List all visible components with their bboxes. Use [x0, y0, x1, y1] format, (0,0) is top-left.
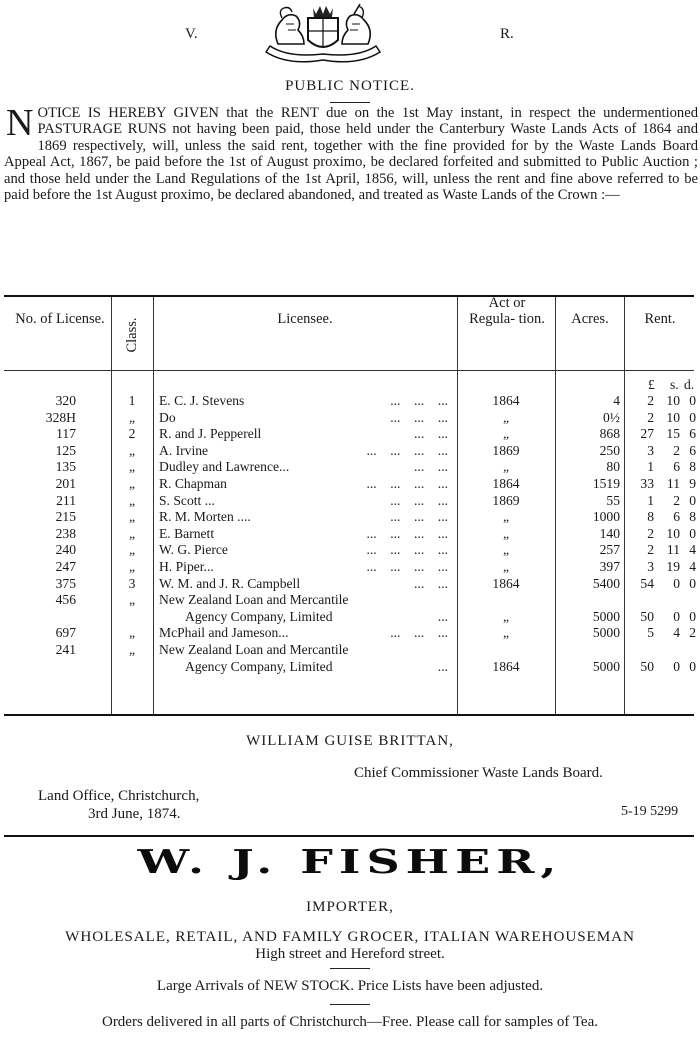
advert-brand: W. J. FISHER,: [137, 842, 563, 881]
cell-rent-pence: 8: [689, 459, 696, 475]
cell-licensee: Dudley and Lawrence...: [159, 459, 290, 475]
cell-class: „: [128, 642, 136, 657]
cell-act: „: [502, 525, 510, 541]
cell-rent-shillings: 11: [666, 476, 680, 491]
cell-acres: 4: [613, 393, 620, 408]
cell-class: „: [128, 592, 136, 608]
cell-class: „: [128, 625, 136, 641]
cell-license-no: 456: [55, 592, 76, 608]
cell-rent-pounds: 33: [640, 476, 654, 491]
cell-act: „: [502, 409, 510, 425]
cell-leader-dots: ...: [437, 658, 448, 674]
notice-body: [4, 102, 698, 204]
cell-rent-pounds: 2: [647, 542, 654, 558]
cell-license-no: 135: [55, 459, 76, 475]
cell-rent-pounds: 5: [647, 625, 654, 641]
cell-licensee: Agency Company, Limited: [185, 608, 333, 624]
header-divider: [4, 370, 694, 371]
cell-rent-pounds: 2: [647, 525, 654, 541]
header-no-of-license: No. of License.: [15, 311, 105, 327]
cell-class: „: [128, 459, 136, 475]
cell-license-no: 117: [56, 426, 76, 442]
cell-rent-pounds: 50: [640, 658, 654, 674]
cell-class: „: [128, 542, 136, 558]
cell-acres: 868: [599, 426, 620, 442]
cell-class: „: [128, 509, 136, 525]
cell-leader-dots: ... ...: [414, 575, 448, 591]
cell-licensee: R. M. Morten ....: [159, 509, 251, 525]
cell-acres: 257: [599, 542, 620, 558]
cell-rent-shillings: 2: [673, 442, 680, 458]
cell-acres: 1519: [592, 476, 620, 491]
cell-license-no: 240: [55, 542, 76, 558]
rent-unit-pounds: £: [648, 377, 655, 392]
cell-leader-dots: ... ... ...: [390, 625, 448, 641]
cell-leader-dots: ... ... ...: [390, 393, 448, 408]
cell-acres: 5000: [592, 658, 620, 674]
notice-dropcap: N: [6, 102, 34, 144]
cell-acres: 1000: [592, 509, 620, 525]
header-letter-v: V.: [185, 26, 198, 42]
cell-licensee: McPhail and Jameson...: [159, 625, 289, 641]
cell-rent-shillings: 10: [666, 393, 680, 408]
cell-leader-dots: ... ...: [414, 426, 448, 442]
cell-acres: 5400: [592, 575, 620, 591]
cell-license-no: 375: [55, 575, 76, 591]
cell-license-no: 215: [55, 509, 76, 525]
cell-licensee: A. Irvine: [159, 442, 209, 458]
cell-acres: 0½: [603, 409, 620, 425]
cell-rent-pence: 9: [689, 476, 696, 491]
cell-act: 1864: [492, 575, 520, 591]
cell-rent-shillings: 10: [666, 409, 680, 425]
cell-act: „: [502, 542, 510, 558]
cell-leader-dots: ... ...: [414, 459, 448, 475]
cell-rent-pence: 2: [689, 625, 696, 641]
cell-class: „: [128, 476, 136, 491]
cell-licensee: W. M. and J. R. Campbell: [159, 575, 301, 591]
cell-rent-pounds: 2: [647, 393, 654, 408]
cell-rent-shillings: 4: [673, 625, 680, 641]
cell-class: „: [128, 442, 136, 458]
cell-class: „: [128, 409, 136, 425]
cell-rent-pence: 6: [689, 442, 696, 458]
cell-rent-pence: 6: [689, 426, 696, 442]
rent-unit-shillings: s.: [670, 377, 679, 392]
cell-rent-pounds: 50: [640, 608, 654, 624]
cell-license-no: 697: [55, 625, 76, 641]
cell-leader-dots: ... ... ... ...: [366, 476, 448, 491]
cell-act: 1869: [492, 492, 520, 508]
header-act-or-regulation: Act or Regula- tion.: [469, 295, 545, 327]
cell-acres: 80: [606, 459, 620, 475]
cell-leader-dots: ... ... ...: [390, 409, 448, 425]
header-acres: Acres.: [571, 311, 609, 327]
cell-license-no: 241: [55, 642, 76, 657]
cell-rent-pence: 4: [689, 542, 696, 558]
cell-acres: 5000: [592, 625, 620, 641]
cell-licensee: R. Chapman: [159, 476, 227, 491]
cell-rent-shillings: 0: [673, 575, 680, 591]
cell-licensee: S. Scott ...: [159, 492, 215, 508]
cell-act: „: [502, 559, 510, 574]
cell-license-no: 238: [55, 525, 76, 541]
cell-rent-pence: 0: [689, 492, 696, 508]
cell-acres: 5000: [592, 608, 620, 624]
cell-act: 1864: [492, 658, 520, 674]
cell-rent-shillings: 0: [673, 658, 680, 674]
cell-class: 1: [128, 393, 136, 408]
cell-leader-dots: ... ... ... ...: [366, 542, 448, 558]
cell-acres: 397: [599, 559, 620, 574]
cell-class: „: [128, 559, 136, 574]
cell-leader-dots: ...: [437, 608, 448, 624]
header-rent: Rent.: [644, 311, 676, 327]
cell-rent-shillings: 19: [666, 559, 680, 574]
cell-leader-dots: ... ... ...: [390, 492, 448, 508]
cell-rent-pounds: 3: [647, 559, 654, 574]
cell-rent-shillings: 0: [673, 608, 680, 624]
cell-license-no: 320: [55, 393, 76, 408]
title-rule: [330, 102, 370, 103]
header-licensee: Licensee.: [277, 311, 333, 327]
header-class: Class.: [124, 317, 140, 353]
cell-class: „: [128, 525, 136, 541]
advert-rule: [330, 1004, 370, 1005]
notice-text: OTICE IS HEREBY GIVEN that the RENT due on the 1st May instant, in respect the undermentioned PASTURAGE RUNS not having been paid, those held under the Canterbury Waste Lands Acts of 1864 and 1869 respectively, will, unless the said rent, together with the fine provided for by the Waste Lands Board Appeal Act, 1867, be paid before the 1st of August proximo, be declared forfeited and submitted to Public Auction ; and those held under the Land Regulations of the 1st April, 1856, will, unless the rent and fine above referred to be paid before the 1st August proximo, be declared abandoned, and treated as Waste Lands of the Crown :—: [4, 105, 698, 204]
cell-act: 1864: [492, 476, 520, 491]
cell-act: „: [502, 608, 510, 624]
cell-rent-shillings: 2: [673, 492, 680, 508]
cell-rent-pounds: 54: [640, 575, 654, 591]
advert-orders: Orders delivered in all parts of Christchurch—Free. Please call for samples of Tea.: [101, 1014, 598, 1030]
cell-licensee: New Zealand Loan and Mercantile: [159, 642, 349, 657]
cell-rent-pounds: 27: [640, 426, 654, 442]
advert-importer: IMPORTER,: [306, 899, 394, 915]
office-location: Land Office, Christchurch,: [38, 788, 200, 804]
cell-acres: 140: [599, 525, 620, 541]
cell-act: „: [502, 509, 510, 525]
cell-class: „: [128, 492, 136, 508]
cell-act: 1869: [492, 442, 520, 458]
cell-class: 3: [128, 575, 136, 591]
cell-act: „: [502, 625, 510, 641]
cell-rent-pounds: 3: [647, 442, 654, 458]
cell-rent-pence: 0: [689, 608, 696, 624]
advert-address: High street and Hereford street.: [255, 946, 445, 962]
cell-act: „: [502, 459, 510, 475]
cell-license-no: 125: [55, 442, 76, 458]
cell-acres: 250: [599, 442, 620, 458]
reference-number: 5-19 5299: [621, 804, 679, 819]
advert-rule: [330, 968, 370, 969]
advert-arrivals: Large Arrivals of NEW STOCK. Price Lists have been adjusted.: [156, 978, 544, 994]
license-table: [4, 295, 694, 716]
notice-date: 3rd June, 1874.: [88, 806, 181, 822]
cell-leader-dots: ... ... ...: [390, 509, 448, 525]
cell-rent-pounds: 8: [647, 509, 654, 525]
cell-rent-shillings: 6: [673, 459, 680, 475]
cell-rent-pence: 0: [689, 393, 696, 408]
col-divider: [153, 297, 154, 714]
cell-leader-dots: ... ... ... ...: [366, 525, 448, 541]
cell-rent-pence: 0: [689, 658, 696, 674]
cell-licensee: H. Piper...: [159, 559, 214, 574]
cell-leader-dots: ... ... ... ...: [366, 442, 448, 458]
cell-act: 1864: [492, 393, 520, 408]
cell-rent-pence: 8: [689, 509, 696, 525]
cell-rent-pence: 0: [689, 525, 696, 541]
notice-title: PUBLIC NOTICE.: [285, 78, 415, 94]
rent-unit-pence: d.: [684, 377, 695, 392]
cell-rent-pounds: 1: [647, 459, 654, 475]
header-letter-r: R.: [500, 26, 514, 42]
advert-divider: [4, 835, 694, 837]
cell-rent-shillings: 6: [673, 509, 680, 525]
signatory-name: WILLIAM GUISE BRITTAN,: [246, 733, 454, 749]
cell-acres: 55: [606, 492, 620, 508]
cell-licensee: E. Barnett: [159, 525, 215, 541]
cell-licensee: Agency Company, Limited: [185, 658, 333, 674]
cell-act: „: [502, 426, 510, 442]
cell-rent-pounds: 2: [647, 409, 654, 425]
royal-coat-of-arms-icon: [258, 0, 388, 66]
cell-rent-pounds: 1: [647, 492, 654, 508]
cell-rent-shillings: 10: [666, 525, 680, 541]
cell-license-no: 201: [55, 476, 76, 491]
cell-licensee: New Zealand Loan and Mercantile: [159, 592, 349, 608]
cell-rent-shillings: 11: [666, 542, 680, 558]
cell-leader-dots: ... ... ... ...: [366, 559, 448, 574]
cell-class: 2: [128, 426, 136, 442]
signatory-title: Chief Commissioner Waste Lands Board.: [354, 765, 603, 781]
cell-licensee: E. C. J. Stevens: [159, 393, 245, 408]
cell-licensee: R. and J. Pepperell: [159, 426, 262, 442]
cell-license-no: 247: [55, 559, 76, 574]
cell-rent-pence: 0: [689, 575, 696, 591]
cell-licensee: W. G. Pierce: [159, 542, 228, 558]
advert-trade: WHOLESALE, RETAIL, AND FAMILY GROCER, ITALIAN WAREHOUSEMAN: [65, 928, 635, 945]
cell-rent-shillings: 15: [666, 426, 680, 442]
cell-rent-pence: 4: [689, 559, 696, 574]
cell-licensee: Do: [159, 409, 176, 425]
cell-license-no: 211: [56, 492, 76, 508]
cell-license-no: 328H: [45, 409, 76, 425]
cell-rent-pence: 0: [689, 409, 696, 425]
